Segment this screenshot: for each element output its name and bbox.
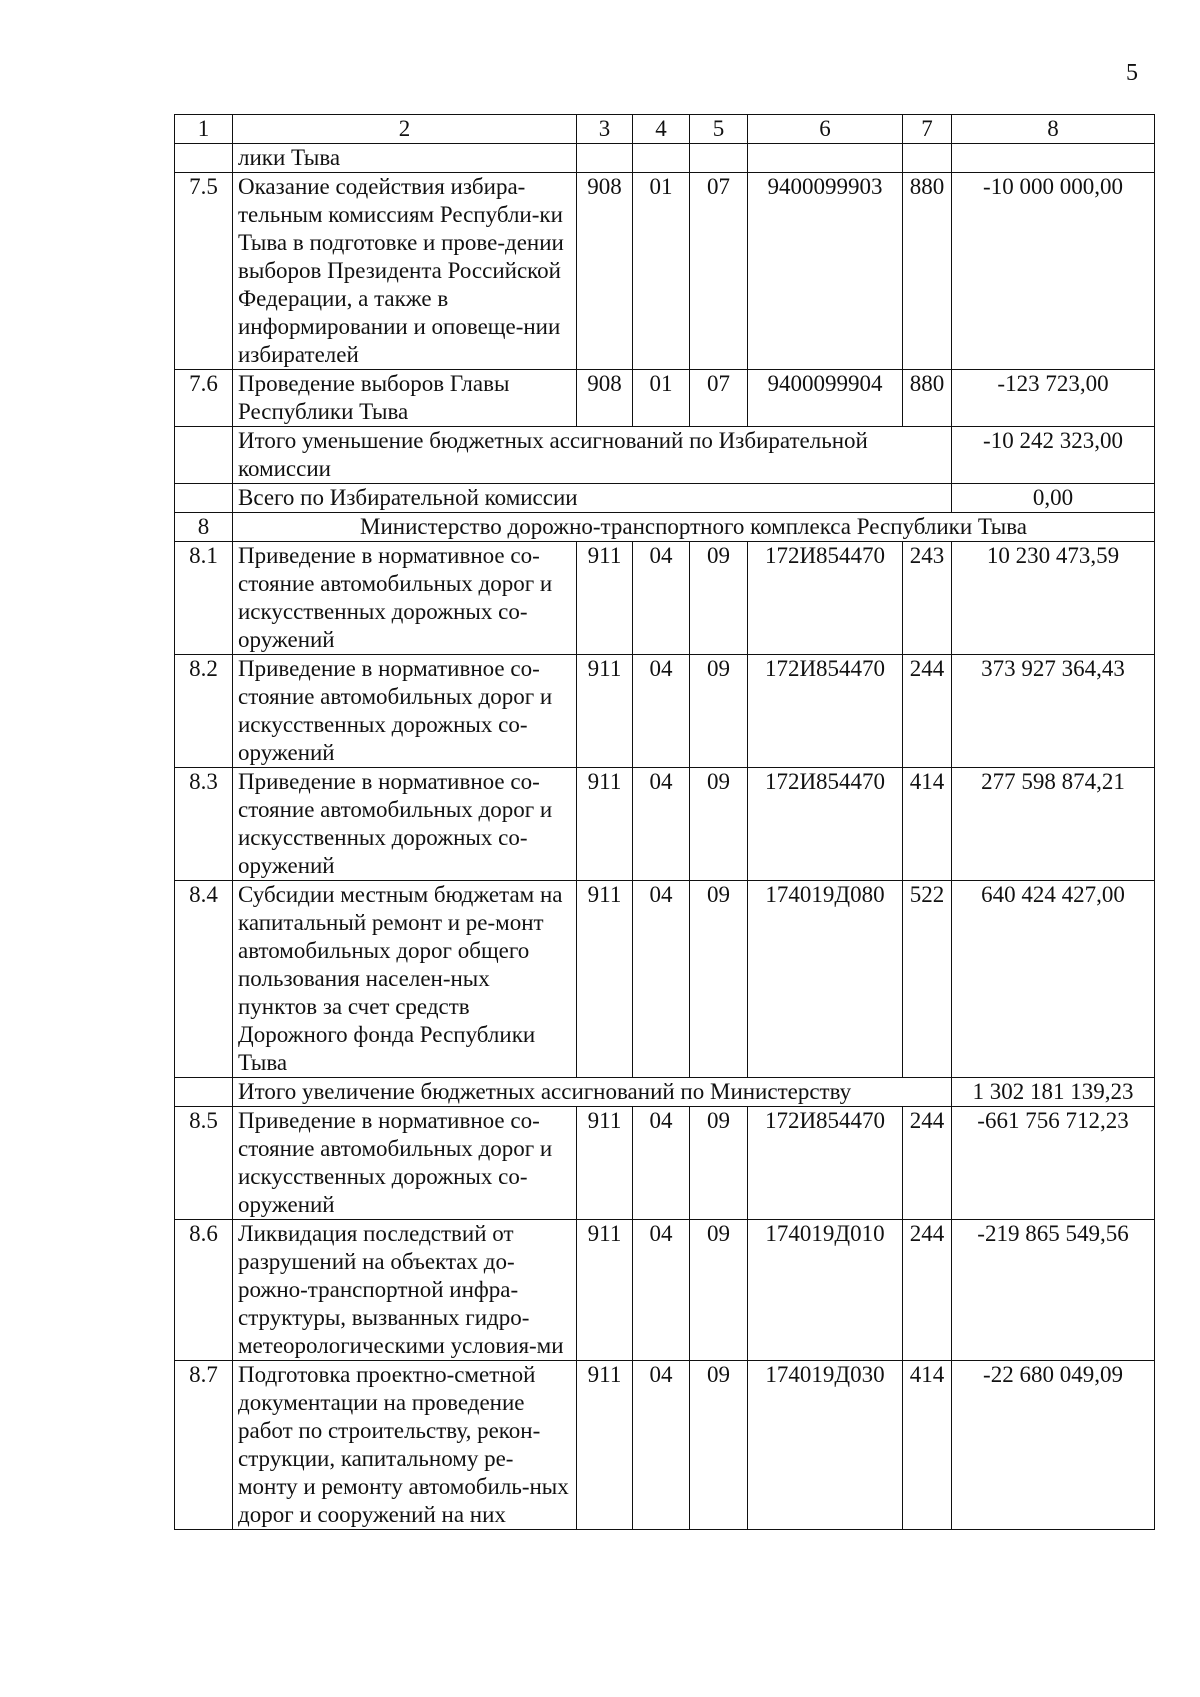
target-article-code: 172И854470 bbox=[748, 768, 903, 881]
row-number: 7.6 bbox=[175, 370, 233, 427]
ministry-code: 908 bbox=[577, 173, 633, 370]
row-number: 7.5 bbox=[175, 173, 233, 370]
section-code: 04 bbox=[633, 1107, 690, 1220]
page-number: 5 bbox=[1126, 60, 1138, 86]
ministry-code: 911 bbox=[577, 1220, 633, 1361]
section-code: 04 bbox=[633, 655, 690, 768]
header-cell: 6 bbox=[748, 115, 903, 144]
subtotal-row bbox=[175, 1078, 1155, 1107]
row-amount: 277 598 874,21 bbox=[952, 768, 1155, 881]
target-article-code: 9400099903 bbox=[748, 173, 903, 370]
section-code: 01 bbox=[633, 370, 690, 427]
expense-type-code: 414 bbox=[903, 768, 952, 881]
total-amount: 0,00 bbox=[952, 484, 1155, 513]
header-cell: 3 bbox=[577, 115, 633, 144]
table-row bbox=[175, 655, 1155, 768]
row-number: 8.6 bbox=[175, 1220, 233, 1361]
ministry-code: 911 bbox=[577, 768, 633, 881]
table-row bbox=[175, 1107, 1155, 1220]
total-row bbox=[175, 484, 1155, 513]
section-code: 04 bbox=[633, 881, 690, 1078]
table-row bbox=[175, 881, 1155, 1078]
subsection-code: 09 bbox=[690, 1107, 748, 1220]
header-cell: 1 bbox=[175, 115, 233, 144]
expense-type-code: 880 bbox=[903, 370, 952, 427]
header-cell: 4 bbox=[633, 115, 690, 144]
subsection-code: 09 bbox=[690, 542, 748, 655]
subsection-code: 07 bbox=[690, 370, 748, 427]
subtotal-label: Итого увеличение бюджетных ассигнований по Министерству bbox=[233, 1078, 952, 1107]
expense-type-code: 522 bbox=[903, 881, 952, 1078]
subtotal-amount: 1 302 181 139,23 bbox=[952, 1078, 1155, 1107]
row-description: лики Тыва bbox=[233, 144, 577, 173]
table-row bbox=[175, 1361, 1155, 1530]
row-description: Приведение в нормативное со-стояние автомобильных дорог и искусственных дорожных со-оружений bbox=[233, 542, 577, 655]
row-amount: -661 756 712,23 bbox=[952, 1107, 1155, 1220]
row-description: Оказание содействия избира-тельным комиссиям Республи-ки Тыва в подготовке и прове-дении выборов Президента Российской Федерации, а также в информировании и оповеще-нии избирателей bbox=[233, 173, 577, 370]
row-number bbox=[175, 144, 233, 173]
expense-type-code: 243 bbox=[903, 542, 952, 655]
target-article-code: 172И854470 bbox=[748, 1107, 903, 1220]
row-amount: -219 865 549,56 bbox=[952, 1220, 1155, 1361]
expense-type-code: 880 bbox=[903, 173, 952, 370]
ministry-code: 911 bbox=[577, 881, 633, 1078]
section-code: 04 bbox=[633, 768, 690, 881]
ministry-code: 908 bbox=[577, 370, 633, 427]
total-label: Всего по Избирательной комиссии bbox=[233, 484, 952, 513]
expense-type-code: 244 bbox=[903, 1220, 952, 1361]
table-row bbox=[175, 173, 1155, 370]
row-description: Подготовка проектно-сметной документации на проведение работ по строительству, рекон-струкции, капитальному ре-монту и ремонту автомобиль-ных дорог и сооружений на них bbox=[233, 1361, 577, 1530]
section-code: 04 bbox=[633, 542, 690, 655]
subsection-code: 09 bbox=[690, 1361, 748, 1530]
expense-type-code: 414 bbox=[903, 1361, 952, 1530]
target-article-code: 174019Д010 bbox=[748, 1220, 903, 1361]
section-code: 04 bbox=[633, 1361, 690, 1530]
header-cell: 8 bbox=[952, 115, 1155, 144]
continuation-row bbox=[175, 144, 1155, 173]
target-article-code: 174019Д080 bbox=[748, 881, 903, 1078]
row-number: 8.4 bbox=[175, 881, 233, 1078]
ministry-code: 911 bbox=[577, 1361, 633, 1530]
row-number: 8.5 bbox=[175, 1107, 233, 1220]
target-article-code: 9400099904 bbox=[748, 370, 903, 427]
row-description: Приведение в нормативное со-стояние автомобильных дорог и искусственных дорожных со-оружений bbox=[233, 1107, 577, 1220]
ministry-code: 911 bbox=[577, 542, 633, 655]
header-cell: 7 bbox=[903, 115, 952, 144]
expense-type-code: 244 bbox=[903, 655, 952, 768]
row-amount: 373 927 364,43 bbox=[952, 655, 1155, 768]
row-description: Ликвидация последствий от разрушений на объектах до-рожно-транспортной инфра-структуры, вызванных гидро-метеорологическими условия-ми bbox=[233, 1220, 577, 1361]
subtotal-amount: -10 242 323,00 bbox=[952, 427, 1155, 484]
budget-table bbox=[174, 114, 1155, 1530]
table-row bbox=[175, 768, 1155, 881]
subtotal-row bbox=[175, 427, 1155, 484]
subsection-code: 09 bbox=[690, 655, 748, 768]
subsection-code: 09 bbox=[690, 881, 748, 1078]
row-amount: -10 000 000,00 bbox=[952, 173, 1155, 370]
subtotal-label: Итого уменьшение бюджетных ассигнований по Избирательной комиссии bbox=[233, 427, 952, 484]
row-amount: -22 680 049,09 bbox=[952, 1361, 1155, 1530]
table-row bbox=[175, 542, 1155, 655]
row-number: 8.7 bbox=[175, 1361, 233, 1530]
subsection-code: 07 bbox=[690, 173, 748, 370]
section-title: Министерство дорожно-транспортного комплекса Республики Тыва bbox=[233, 513, 1155, 542]
row-description: Субсидии местным бюджетам на капитальный ремонт и ре-монт автомобильных дорог общего пользования населен-ных пунктов за счет средств Дорожного фонда Республики Тыва bbox=[233, 881, 577, 1078]
row-description: Приведение в нормативное со-стояние автомобильных дорог и искусственных дорожных со-оружений bbox=[233, 655, 577, 768]
row-amount: -123 723,00 bbox=[952, 370, 1155, 427]
table-row bbox=[175, 370, 1155, 427]
row-description: Проведение выборов Главы Республики Тыва bbox=[233, 370, 577, 427]
target-article-code: 172И854470 bbox=[748, 542, 903, 655]
ministry-code: 911 bbox=[577, 1107, 633, 1220]
target-article-code: 172И854470 bbox=[748, 655, 903, 768]
section-code: 04 bbox=[633, 1220, 690, 1361]
row-amount: 10 230 473,59 bbox=[952, 542, 1155, 655]
subsection-code: 09 bbox=[690, 768, 748, 881]
row-number: 8.3 bbox=[175, 768, 233, 881]
table-row bbox=[175, 1220, 1155, 1361]
row-number: 8.1 bbox=[175, 542, 233, 655]
subsection-code: 09 bbox=[690, 1220, 748, 1361]
header-cell: 2 bbox=[233, 115, 577, 144]
row-number: 8.2 bbox=[175, 655, 233, 768]
section-code: 01 bbox=[633, 173, 690, 370]
header-cell: 5 bbox=[690, 115, 748, 144]
section-header-row bbox=[175, 513, 1155, 542]
header-row bbox=[175, 115, 1155, 144]
section-number: 8 bbox=[175, 513, 233, 542]
expense-type-code: 244 bbox=[903, 1107, 952, 1220]
row-description: Приведение в нормативное со-стояние автомобильных дорог и искусственных дорожных со-оружений bbox=[233, 768, 577, 881]
ministry-code: 911 bbox=[577, 655, 633, 768]
row-amount: 640 424 427,00 bbox=[952, 881, 1155, 1078]
target-article-code: 174019Д030 bbox=[748, 1361, 903, 1530]
